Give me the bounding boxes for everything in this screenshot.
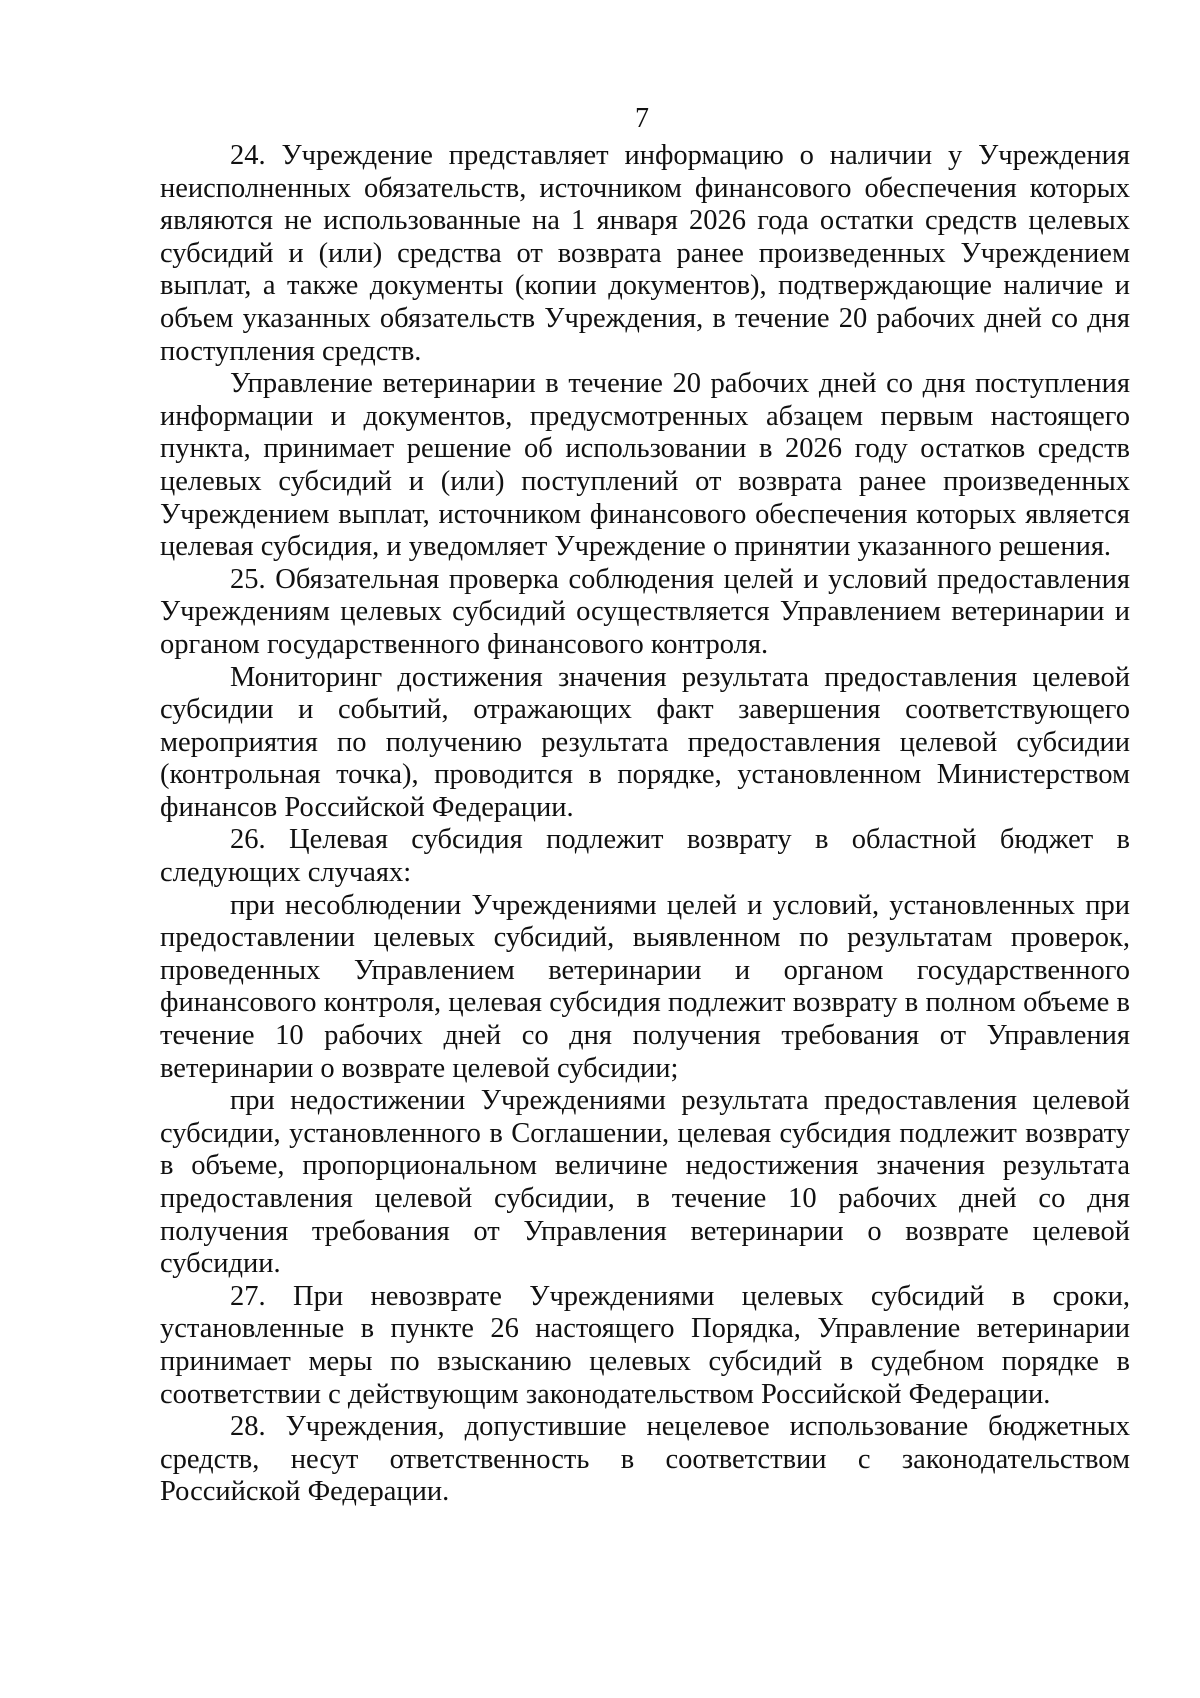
- paragraph-28: 28. Учреждения, допустившие нецелевое использование бюджетных средств, несут ответственность в соответствии с законодательством Российской Федерации.: [160, 1411, 1130, 1508]
- paragraph-26-case-underachievement: при недостижении Учреждениями результата предоставления целевой субсидии, установленного в Соглашении, целевая субсидия подлежит возврату в объеме, пропорциональном величине недостижения значения результата предоставления целевой субсидии, в течение 10 рабочих дней со дня получения требования от Управления ветеринарии о возврате целевой субсидии.: [160, 1085, 1130, 1280]
- paragraph-26-case-violation: при несоблюдении Учреждениями целей и условий, установленных при предоставлении целевых субсидий, выявленном по результатам проверок, проведенных Управлением ветеринарии и органом государственного финансового контроля, целевая субсидия подлежит возврату в полном объеме в течение 10 рабочих дней со дня получения требования от Управления ветеринарии о возврате целевой субсидии;: [160, 889, 1130, 1084]
- paragraph-25-monitoring: Мониторинг достижения значения результата предоставления целевой субсидии и событий, отражающих факт завершения соответствующего мероприятия по получению результата предоставления целевой субсидии (контрольная точка), проводится в порядке, установленном Министерством финансов Российской Федерации.: [160, 661, 1130, 823]
- paragraph-24: 24. Учреждение представляет информацию о наличии у Учреждения неисполненных обязательств, источником финансового обеспечения которых являются не использованные на 1 января 2026 года остатки средств целевых субсидий и (или) средства от возврата ранее произведенных Учреждением выплат, а также документы (копии документов), подтверждающие наличие и объем указанных обязательств Учреждения, в течение 20 рабочих дней со дня поступления средств.: [160, 140, 1130, 367]
- paragraph-26: 26. Целевая субсидия подлежит возврату в областной бюджет в следующих случаях:: [160, 824, 1130, 889]
- paragraph-24-decision: Управление ветеринарии в течение 20 рабочих дней со дня поступления информации и документов, предусмотренных абзацем первым настоящего пункта, принимает решение об использовании в 2026 году остатков средств целевых субсидий и (или) поступлений от возврата ранее произведенных Учреждением выплат, источником финансового обеспечения которых является целевая субсидия, и уведомляет Учреждение о принятии указанного решения.: [160, 368, 1130, 563]
- paragraph-25: 25. Обязательная проверка соблюдения целей и условий предоставления Учреждениям целевых субсидий осуществляется Управлением ветеринарии и органом государственного финансового контроля.: [160, 563, 1130, 660]
- page-number: 7: [635, 103, 649, 134]
- document-body: [160, 140, 1130, 1509]
- paragraph-27: 27. При невозврате Учреждениями целевых субсидий в сроки, установленные в пункте 26 настоящего Порядка, Управление ветеринарии принимает меры по взысканию целевых субсидий в судебном порядке в соответствии с действующим законодательством Российской Федерации.: [160, 1280, 1130, 1410]
